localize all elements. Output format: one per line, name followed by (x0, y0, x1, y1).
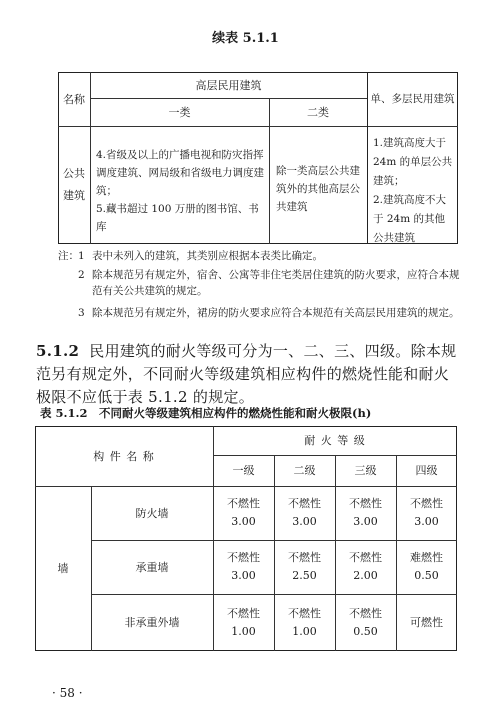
note-item-1: 表中未列入的建筑，其类别应根据本表类比确定。 (92, 250, 323, 262)
table-cell: 难燃性 0.50 (410, 551, 443, 582)
table-cell: 不燃性 2.00 (349, 551, 382, 582)
clause-number: 5.1.2 (36, 342, 80, 360)
notes-label: 注： (58, 250, 79, 262)
table-cell: 不燃性 2.50 (288, 551, 321, 582)
row-label-public: 公共 建筑 (63, 167, 85, 202)
row-name-non-load-bearing-exterior-wall: 非承重外墙 (124, 616, 180, 629)
col-header-class1: 一类 (168, 105, 191, 119)
class2-content: 除一类高层公共建筑外的其他高层公共建筑 (276, 165, 360, 213)
note-number: 3 (78, 307, 85, 319)
row-name-load-bearing-wall: 承重墙 (135, 560, 169, 574)
table-cell: 不燃性 3.00 (349, 497, 382, 528)
col-header-fire-rating: 耐 火 等 级 (304, 434, 366, 447)
table-cell: 不燃性 1.00 (288, 606, 321, 638)
table-cell: 不燃性 0.50 (349, 606, 382, 638)
level-3-header: 三级 (354, 464, 377, 477)
table2-caption: 表 5.1.2 不同耐火等级建筑相应构件的燃烧性能和耐火极限(h) (40, 406, 372, 420)
level-2-header: 二级 (293, 464, 316, 477)
page-number: · 58 · (52, 686, 83, 700)
level-1-header: 一级 (232, 464, 255, 477)
col-header-low-rise: 单、多层民用建筑 (370, 92, 455, 105)
table-cell: 不燃性 1.00 (227, 606, 260, 638)
table-cell: 不燃性 3.00 (227, 497, 260, 528)
class1-content: 4.省级及以上的广播电视和防灾指挥调度建筑、网局级和省级电力调度建筑； 5.藏书超过 100 万册的图书馆、书库 (96, 149, 264, 233)
note-number: 2 (78, 269, 85, 281)
low-rise-content: 1.建筑高度大于 24m 的单层公共建筑； 2.建筑高度不大于 24m 的其他公共建筑 (373, 137, 453, 244)
note-item-2: 除本规范另有规定外，宿舍、公寓等非住宅类居住建筑的防火要求，应符合本规范有关公共建筑的规定。 (92, 269, 460, 297)
note-number: 1 (78, 250, 85, 262)
clause-text: 民用建筑的耐火等级可分为一、二、三、四级。除本规范另有规定外，不同耐火等级建筑相应构件的燃烧性能和耐火极限不应低于表 5.1.2 的规定。 (36, 342, 457, 406)
col-header-name: 名称 (63, 92, 85, 106)
col-header-class2: 二类 (307, 105, 329, 119)
level-4-header: 四级 (415, 464, 438, 477)
note-item-3: 除本规范另有规定外，裙房的防火要求应符合本规范有关高层民用建筑的规定。 (92, 307, 460, 319)
col-header-component: 构 件 名 称 (93, 449, 155, 463)
table-cell: 不燃性 3.00 (288, 497, 321, 528)
table-cell: 可燃性 (410, 615, 443, 629)
table1-caption: 续表 5.1.1 (212, 30, 279, 46)
row-name-firewall: 防火墙 (135, 506, 169, 520)
group-label-wall: 墙 (57, 562, 69, 575)
table-cell: 不燃性 3.00 (410, 497, 443, 528)
clause-paragraph (36, 340, 464, 409)
col-header-high-rise: 高层民用建筑 (195, 78, 262, 92)
table-cell: 不燃性 3.00 (227, 551, 260, 582)
